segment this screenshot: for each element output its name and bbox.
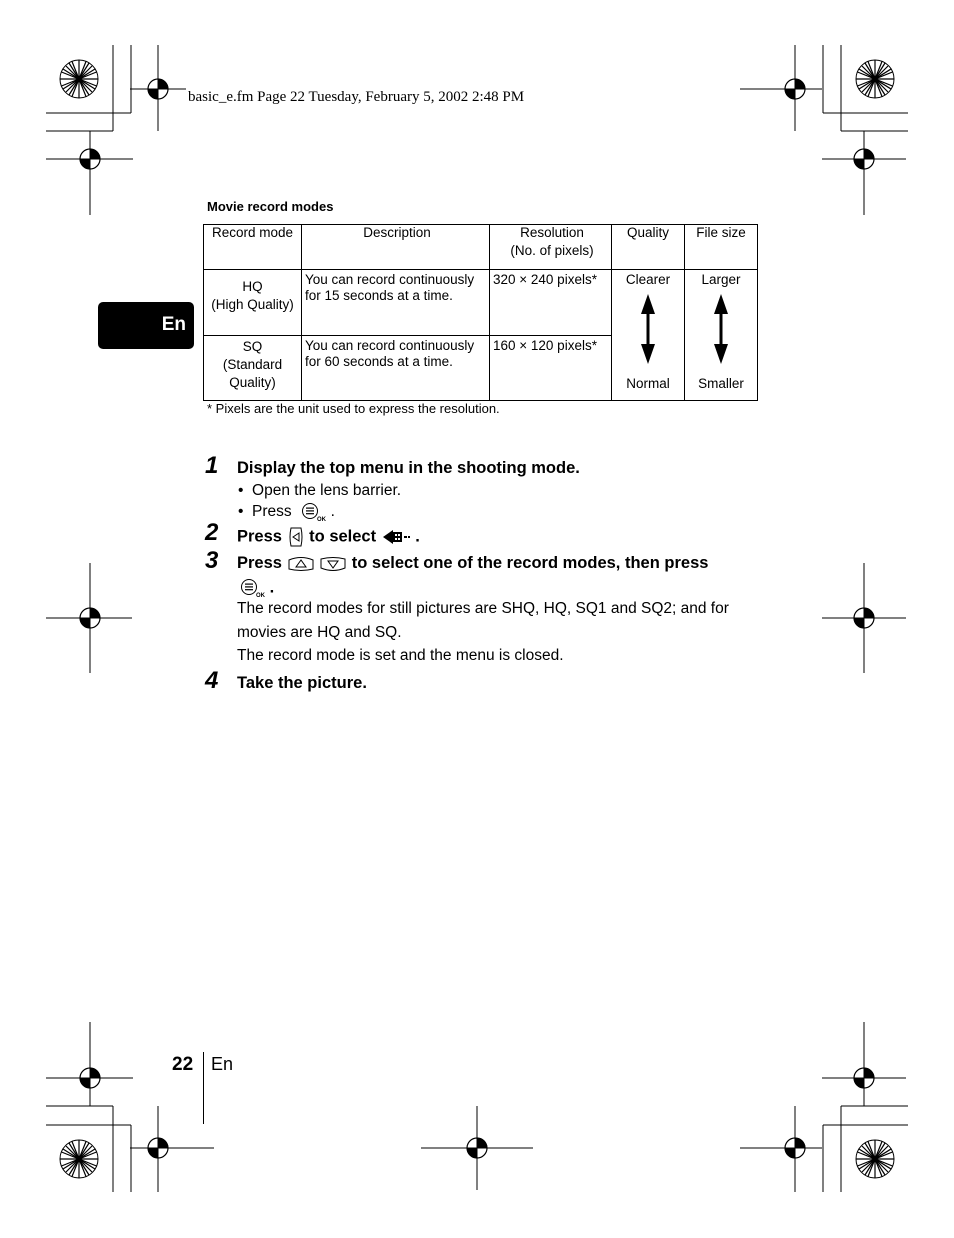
menu-ok-button-icon — [300, 502, 326, 522]
footer-language: En — [211, 1054, 234, 1074]
step-body-line: movies are HQ and SQ. — [237, 624, 402, 641]
up-arrow-button-icon — [287, 555, 315, 573]
double-arrow-icon — [713, 294, 729, 364]
left-arrow-button-icon — [287, 526, 305, 548]
step-number: 2 — [205, 519, 219, 546]
step-number: 3 — [205, 547, 219, 574]
size-bottom-label: Smaller — [698, 376, 744, 391]
svg-text:OK: OK — [317, 517, 327, 522]
description-cell: You can record continuously for 15 seconds at a time. — [302, 270, 490, 336]
section-title: Movie record modes — [207, 199, 334, 214]
footer-divider — [203, 1052, 204, 1124]
step-number: 4 — [205, 667, 219, 694]
description-cell: You can record continuously for 60 seconds at a time. — [302, 336, 490, 401]
page-number: 22 — [172, 1054, 194, 1075]
quality-bottom-label: Normal — [626, 376, 670, 391]
step-text: Press to select . — [237, 526, 420, 548]
step-text: Take the picture. — [237, 674, 367, 692]
file-header: basic_e.fm Page 22 Tuesday, February 5, 2002 2:48 PM — [188, 89, 525, 105]
mode-cell: SQ (Standard Quality) — [204, 336, 302, 401]
table-row — [204, 270, 758, 336]
header-resolution: Resolution (No. of pixels) — [490, 225, 612, 270]
step-text: Press to select one of the record modes, then press — [237, 554, 709, 572]
menu-ok-button-icon — [239, 578, 265, 598]
header-file-size: File size — [685, 225, 758, 270]
resolution-cell: 160 × 120 pixels* — [490, 336, 612, 401]
file-size-scale-cell — [685, 270, 758, 401]
step-number: 1 — [205, 452, 219, 479]
quality-scale-cell — [612, 270, 685, 401]
bullet-item: • Open the lens barrier. — [238, 482, 402, 499]
quality-top-label: Clearer — [625, 272, 671, 287]
svg-text:OK: OK — [256, 593, 265, 598]
language-tab: En — [98, 302, 194, 349]
header-description: Description — [302, 225, 490, 270]
step-body-line: The record modes for still pictures are SHQ, HQ, SQ1 and SQ2; and for — [237, 600, 729, 617]
movie-record-mode-icon — [381, 527, 411, 547]
down-arrow-button-icon — [319, 555, 347, 573]
resolution-cell: 320 × 240 pixels* — [490, 270, 612, 336]
step-body-line: The record mode is set and the menu is closed. — [237, 647, 564, 664]
footnote: * Pixels are the unit used to express the resolution. — [207, 401, 500, 416]
step-text-continued: OK . — [239, 578, 274, 598]
header-quality: Quality — [612, 225, 685, 270]
header-record-mode: Record mode — [204, 225, 302, 270]
bullet-item: • Press OK . — [238, 503, 335, 522]
record-modes-table — [203, 224, 758, 401]
size-top-label: Larger — [701, 272, 741, 287]
mode-cell: HQ (High Quality) — [204, 270, 302, 336]
table-header-row — [204, 225, 758, 270]
step-text: Display the top menu in the shooting mode. — [237, 459, 580, 477]
double-arrow-icon — [640, 294, 656, 364]
